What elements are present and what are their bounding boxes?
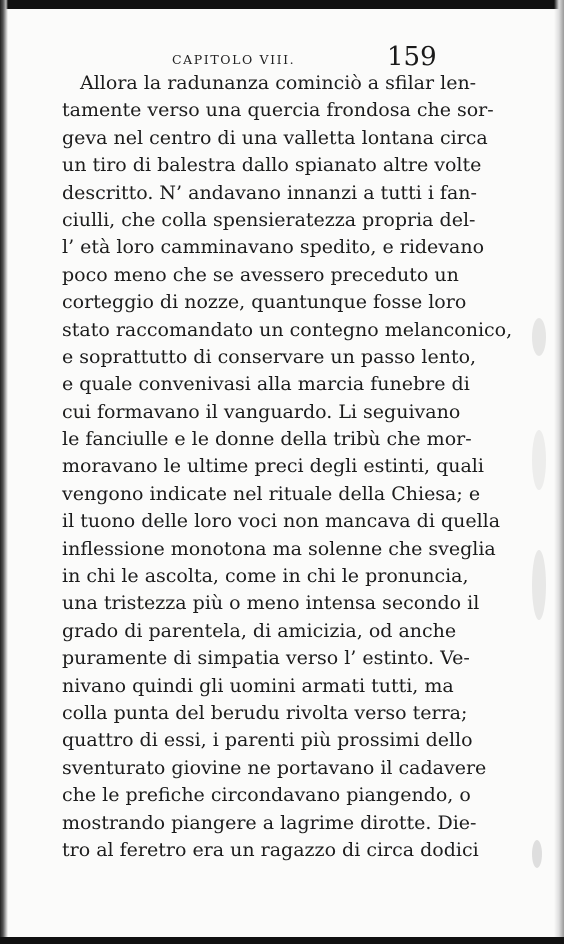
text-line: sventurato giovine ne portavano il cadavere bbox=[62, 756, 487, 779]
text-line: geva nel centro di una valletta lontana circa bbox=[62, 126, 488, 149]
scan-top-border bbox=[0, 0, 564, 9]
text-line: in chi le ascolta, come in chi le pronuncia, bbox=[62, 565, 469, 588]
page-number: 159 bbox=[387, 42, 437, 72]
text-line: corteggio di nozze, quantunque fosse loro bbox=[62, 291, 467, 314]
text-line: stato raccomandato un contegno melanconico, bbox=[62, 318, 513, 341]
text-line: le fanciulle e le donne della tribù che mor- bbox=[62, 428, 472, 451]
text-line: una tristezza più o meno intensa secondo il bbox=[62, 592, 480, 615]
text-line: grado di parentela, di amicizia, od anche bbox=[62, 619, 457, 642]
text-line: colla punta del berudu rivolta verso terra; bbox=[62, 701, 468, 724]
text-line: quattro di essi, i parenti più prossimi dello bbox=[62, 729, 473, 752]
margin-smudge bbox=[532, 840, 542, 868]
text-line: tamente verso una quercia frondosa che sor- bbox=[62, 99, 494, 122]
text-line: un tiro di balestra dallo spianato altre volte bbox=[62, 154, 482, 177]
page-left-edge bbox=[0, 0, 8, 944]
text-line: e soprattutto di conservare un passo lento, bbox=[62, 345, 477, 368]
chapter-title: CAPITOLO VIII. bbox=[172, 52, 296, 67]
text-line: e quale convenivasi alla marcia funebre di bbox=[62, 373, 470, 396]
text-line: puramente di simpatia verso l’ estinto. Ve- bbox=[62, 647, 470, 670]
body-text bbox=[62, 70, 513, 864]
text-line: il tuono delle loro voci non mancava di quella bbox=[62, 510, 501, 533]
text-line: tro al feretro era un ragazzo di circa dodici bbox=[62, 838, 479, 861]
margin-smudge bbox=[532, 430, 546, 490]
text-line: descritto. N’ andavano innanzi a tutti i fan- bbox=[62, 181, 477, 204]
text-line: l’ età loro camminavano spedito, e ridevano bbox=[62, 236, 485, 259]
scan-bottom-border bbox=[0, 937, 564, 944]
margin-smudge bbox=[532, 318, 546, 356]
text-line: moravano le ultime preci degli estinti, quali bbox=[62, 455, 484, 478]
page-right-edge bbox=[554, 0, 564, 944]
text-line: che le prefiche circondavano piangendo, o bbox=[62, 784, 471, 807]
text-line: inflessione monotona ma solenne che sveglia bbox=[62, 537, 496, 560]
text-line: vengono indicate nel rituale della Chiesa; e bbox=[62, 482, 481, 505]
text-line: ciulli, che colla spensieratezza propria del- bbox=[62, 208, 476, 231]
text-line: mostrando piangere a lagrime dirotte. Die- bbox=[62, 811, 477, 834]
margin-smudge bbox=[532, 550, 546, 620]
text-line: Allora la radunanza cominciò a sfilar len- bbox=[80, 72, 477, 94]
text-line: cui formavano il vanguardo. Li seguivano bbox=[62, 400, 461, 423]
text-line: poco meno che se avessero preceduto un bbox=[62, 263, 459, 286]
text-line: nivano quindi gli uomini armati tutti, ma bbox=[62, 674, 454, 697]
